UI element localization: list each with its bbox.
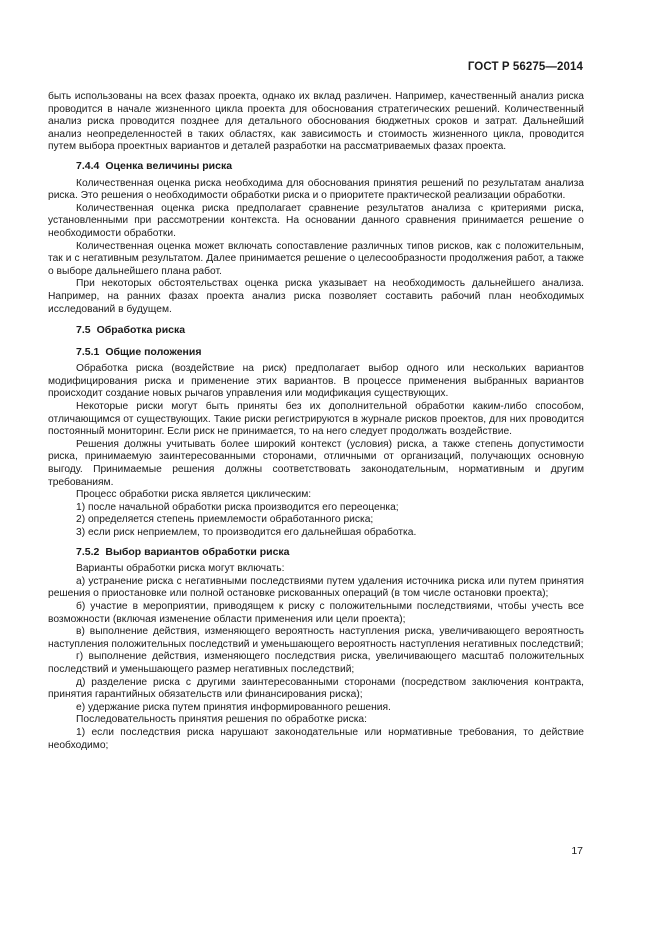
page-content [48, 91, 584, 752]
list-item: г) выполнение действия, изменяющего последствия риска, увеличивающего масштаб положительных последствий и уменьшающего размер негативных последствий; [48, 651, 584, 675]
page-number: 17 [571, 845, 583, 857]
heading-title: Выбор вариантов обработки риска [105, 545, 290, 558]
paragraph: При некоторых обстоятельствах оценка риска указывает на необходимость дальнейшего анализа. Например, на ранних фазах проекта анализ риска позволяет составить рабочий план необходимых исследований в будущем. [48, 278, 584, 315]
paragraph: Варианты обработки риска могут включать: [76, 563, 285, 575]
heading-number: 7.5 [76, 324, 91, 337]
list-item: 3) если риск неприемлем, то производится его дальнейшая обработка. [76, 527, 417, 538]
heading-title: Оценка величины риска [105, 159, 233, 172]
list-item: а) устранение риска с негативными последствиями путем удаления источника риска или путем принятия решения о приостановке или полной остановке рискованных операций (в том числе остановки проекта); [48, 575, 584, 600]
list-item: е) удержание риска путем принятия информированного решения. [76, 701, 391, 713]
heading-title: Общие положения [105, 345, 202, 358]
paragraph: Последовательность принятия решения по обработке риска: [76, 714, 367, 726]
list-item: 1) если последствия риска нарушают законодательные или нормативные требования, то действие необходимо; [48, 726, 584, 751]
paragraph: Процесс обработки риска является циклическим: [76, 489, 312, 501]
heading-7-5 [48, 324, 584, 337]
paragraph: Обработка риска (воздействие на риск) предполагает выбор одного или нескольких вариантов модифицирования риска и применение этих вариантов. В процессе применения выбранных вариантов происходит создание новых рычагов управления или модификация существующих. [48, 363, 584, 400]
list-item: 2) определяется степень приемлемости обработанного риска; [76, 514, 374, 526]
paragraph: Количественная оценка может включать сопоставление различных типов рисков, как с положительным, так и с негативным результатом. Далее принимается решение о целесообразности продолжения работ, а также о выборе дальнейшего плана работ. [48, 240, 584, 277]
heading-number: 7.4.4 [76, 159, 100, 172]
heading-7-5-1 [48, 346, 584, 359]
heading-7-5-2 [48, 546, 584, 559]
intro-paragraph: быть использованы на всех фазах проекта, однако их вклад различен. Например, качественный анализ риска проводится в начале жизненного цикла проекта для обоснования стратегических решений. Количественный анализ риска проводится позднее для детального обоснования бюджетных сроков и затрат. Дальнейший анализ неопределенностей в таких областях, как зависимость и стоимость жизненного цикла, проводится путем выбора проектных вариантов и деталей разработки на рассматриваемых фазах проекта. [48, 91, 584, 153]
paragraph: Количественная оценка риска предполагает сравнение результатов анализа с критериями риска, установленными при рассмотрении контекста. На основании данного сравнения принимается решение о необходимости обработки. [48, 202, 584, 239]
heading-number: 7.5.2 [76, 545, 100, 558]
list-item: 1) после начальной обработки риска производится его переоценка; [76, 501, 399, 513]
paragraph: Количественная оценка риска необходима для обоснования принятия решений по результатам анализа риска. Это решения о необходимости обработки риска и о приоритете практической реализации обработки. [48, 177, 584, 202]
heading-7-4-4 [48, 160, 584, 173]
list-item: в) выполнение действия, изменяющего вероятность наступления риска, увеличивающего вероятность наступления положительных последствий и уменьшающего вероятность наступления негативных последствий; [48, 626, 584, 650]
heading-title: Обработка риска [96, 324, 186, 337]
paragraph: Решения должны учитывать более широкий контекст (условия) риска, а также степень допустимости риска, принимаемую заинтересованными сторонами, отличными от организаций, получающих основную выгоду. Принимаемые решения должны соответствовать законодательным, нормативным и другим требованиям. [48, 438, 584, 488]
list-item: б) участие в мероприятии, приводящем к риску с положительными последствиями, чтобы учесть все возможности (включая изменение области применения или цели проекта); [48, 600, 584, 625]
heading-number: 7.5.1 [76, 345, 100, 358]
list-item: д) разделение риска с другими заинтересованными сторонами (посредством заключения контракта, принятия гарантийных обязательств или финансирования риска); [48, 676, 584, 701]
standard-header: ГОСТ Р 56275—2014 [467, 61, 583, 73]
paragraph: Некоторые риски могут быть приняты без их дополнительной обработки каким-либо способом, отличающимся от существующих. Такие риски регистрируются в журнале рисков проектов, для них проводится постоянный мониторинг. Если риск не принимается, то на него следует продолжать воздействие. [48, 401, 584, 438]
